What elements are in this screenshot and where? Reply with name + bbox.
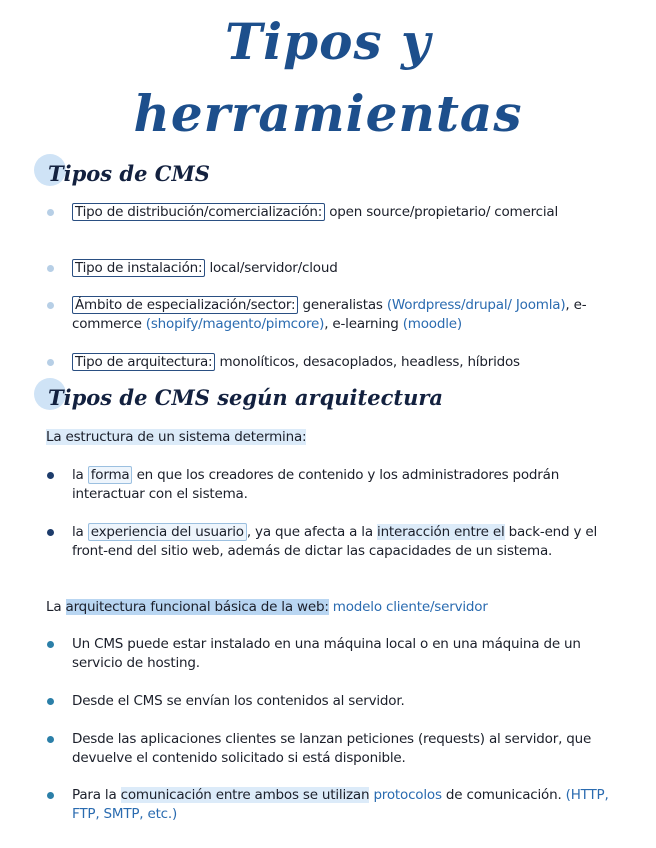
bullet-dot-icon xyxy=(47,472,54,479)
list-item xyxy=(72,523,622,561)
intro-text xyxy=(46,428,626,447)
item-text: de comunicación. xyxy=(445,787,562,803)
list-item xyxy=(72,730,622,768)
bullet-dot-icon xyxy=(47,302,54,309)
protocol-examples: (HTTP, FTP, SMTP, etc.) xyxy=(72,787,609,822)
bullet-dot-icon xyxy=(47,359,54,366)
boxed-label: Tipo de arquitectura: xyxy=(72,353,215,371)
page-title-line-2: herramientas xyxy=(133,84,523,143)
list-item xyxy=(72,259,622,278)
bullet-dot-icon xyxy=(47,265,54,272)
arch-model: modelo cliente/servidor xyxy=(332,599,488,615)
item-text: Un CMS puede estar instalado en una máquina local o en una máquina de un servicio de hosting. xyxy=(72,636,581,671)
highlighted-text: comunicación entre ambos se utilizan xyxy=(120,787,370,803)
list-item xyxy=(72,635,622,673)
boxed-label: Ámbito de especialización/sector: xyxy=(72,296,298,314)
list-item xyxy=(72,296,622,334)
item-text: en que los creadores de contenido y los administradores podrán interactuar con el sistema. xyxy=(72,467,560,502)
item-text-examples: (shopify/magento/pimcore) xyxy=(145,316,325,332)
bullet-dot-icon xyxy=(47,529,54,536)
protocols-term: protocolos xyxy=(373,787,442,803)
item-text: generalistas xyxy=(302,297,383,313)
section-heading-arquitectura xyxy=(48,384,443,412)
bullet-dot-icon xyxy=(47,641,54,648)
item-text: , e-learning xyxy=(324,316,399,332)
item-text: Desde el CMS se envían los contenidos al servidor. xyxy=(72,693,405,709)
bullet-dot-icon xyxy=(47,792,54,799)
boxed-term: experiencia del usuario xyxy=(88,523,247,541)
item-text: Para la xyxy=(72,787,117,803)
page-title-line-1: Tipos y xyxy=(224,12,432,71)
architecture-line xyxy=(46,598,626,617)
intro-highlight: La estructura de un sistema determina: xyxy=(46,429,307,445)
bullet-dot-icon xyxy=(47,736,54,743)
boxed-label: Tipo de instalación: xyxy=(72,259,205,277)
list-item xyxy=(72,353,622,372)
item-text: , e-commerce xyxy=(72,297,587,332)
bullet-dot-icon xyxy=(47,209,54,216)
list-item xyxy=(72,786,622,824)
list-item xyxy=(72,203,622,222)
section-heading-text: Tipos de CMS según arquitectura xyxy=(48,385,444,410)
bullet-dot-icon xyxy=(47,698,54,705)
item-text: Desde las aplicaciones clientes se lanzan peticiones (requests) al servidor, que devuelve el contenido solicitado si está disponible. xyxy=(72,731,592,766)
item-text: monolíticos, desacoplados, headless, híbridos xyxy=(219,354,520,370)
item-text-examples: (moodle) xyxy=(402,316,462,332)
item-text: la xyxy=(72,467,84,483)
arch-highlight: arquitectura funcional básica de la web: xyxy=(65,599,329,615)
section-heading-tipos-cms xyxy=(48,160,210,188)
section-heading-text: Tipos de CMS xyxy=(48,161,210,186)
boxed-label: Tipo de distribución/comercialización: xyxy=(72,203,325,221)
boxed-term: forma xyxy=(88,466,133,484)
item-text: , ya que afecta a la xyxy=(246,524,373,540)
item-text: local/servidor/cloud xyxy=(209,260,338,276)
highlighted-text: interacción entre el xyxy=(377,524,505,540)
list-item xyxy=(72,692,622,711)
item-text-examples: (Wordpress/drupal/ Joomla) xyxy=(386,297,566,313)
item-text: la xyxy=(72,524,84,540)
item-text: open source/propietario/ comercial xyxy=(329,204,559,220)
arch-text: La xyxy=(46,599,62,615)
item-text: back-end y el front-end del sitio web, además de dictar las capacidades de un sistema. xyxy=(72,524,598,559)
list-item xyxy=(72,466,622,504)
